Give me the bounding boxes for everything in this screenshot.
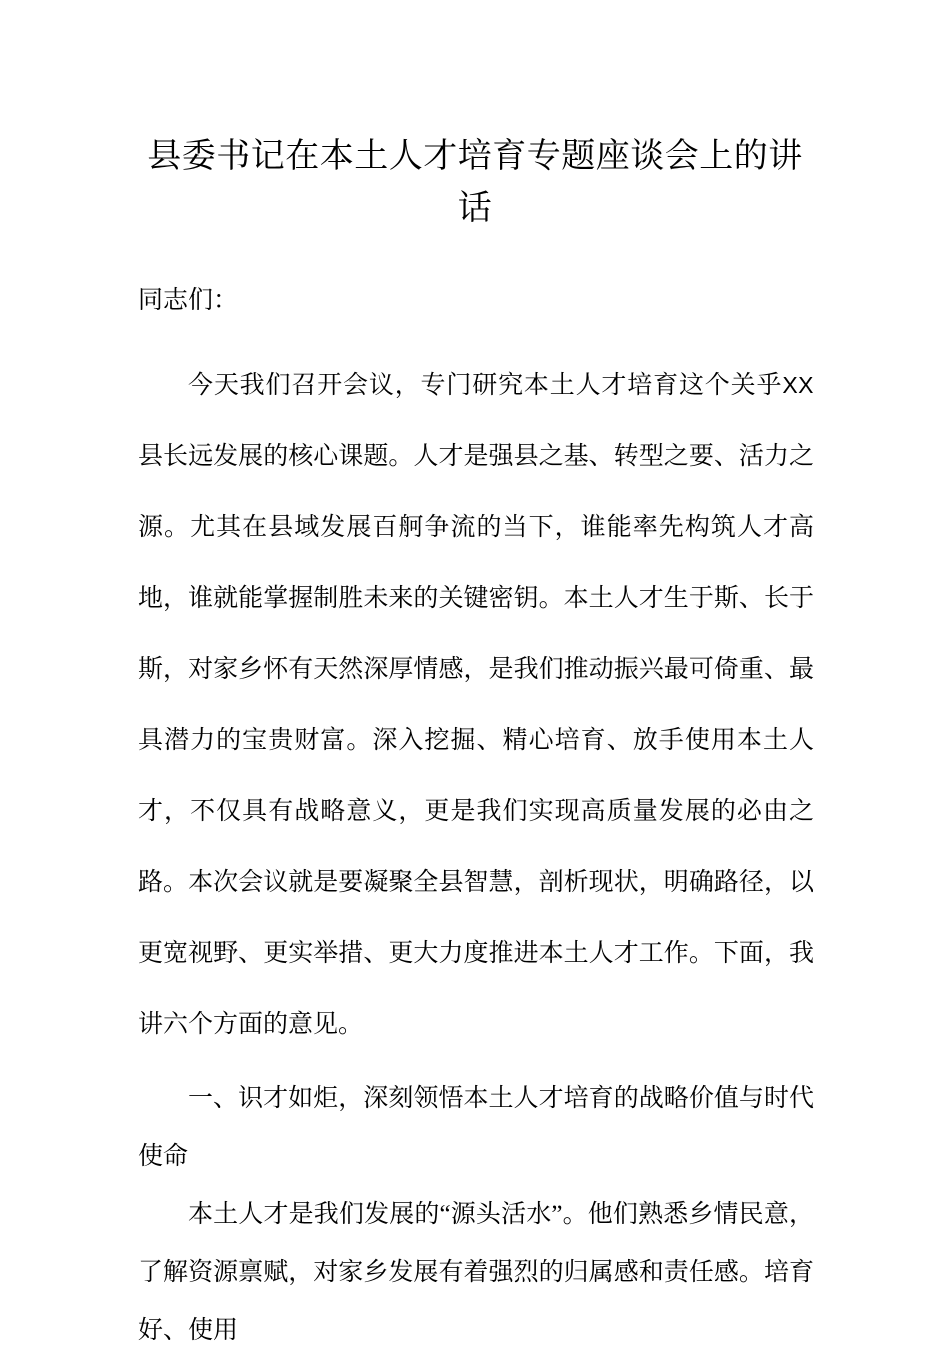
section-heading-1: 一、识才如炬，深刻领悟本土人才培育的战略价值与时代使命: [138, 1085, 814, 1170]
document-title: 县委书记在本土人才培育专题座谈会上的讲话: [147, 137, 803, 227]
salutation-line: 同志们：: [138, 287, 239, 314]
paragraph-opening: [138, 350, 814, 1060]
paragraph-opening-text-a: 今天我们召开会议，专门研究本土人才培育这个关乎: [188, 372, 783, 399]
section-1-paragraph-1: 本土人才是我们发展的“源头活水”。他们熟悉乡情民意，了解资源禀赋，对家乡发展有着强烈的归属感和责任感。培育好、使用: [138, 1201, 814, 1344]
placeholder-county-marker: XX: [782, 372, 814, 398]
paragraph-opening-text-b: 县长远发展的核心课题。人才是强县之基、转型之要、活力之源。尤其在县域发展百舸争流的当下，谁能率先构筑人才高地，谁就能掌握制胜未来的关键密钥。本土人才生于斯、长于斯，对家乡怀有天然深厚情感，是我们推动振兴最可倚重、最具潜力的宝贵财富。深入挖掘、精心培育、放手使用本土人才，不仅具有战略意义，更是我们实现高质量发展的必由之路。本次会议就是要凝聚全县智慧，剖析现状，明确路径，以更宽视野、更实举措、更大力度推进本土人才工作。下面，我讲六个方面的意见。: [138, 443, 814, 1038]
document-body: [138, 282, 814, 1360]
